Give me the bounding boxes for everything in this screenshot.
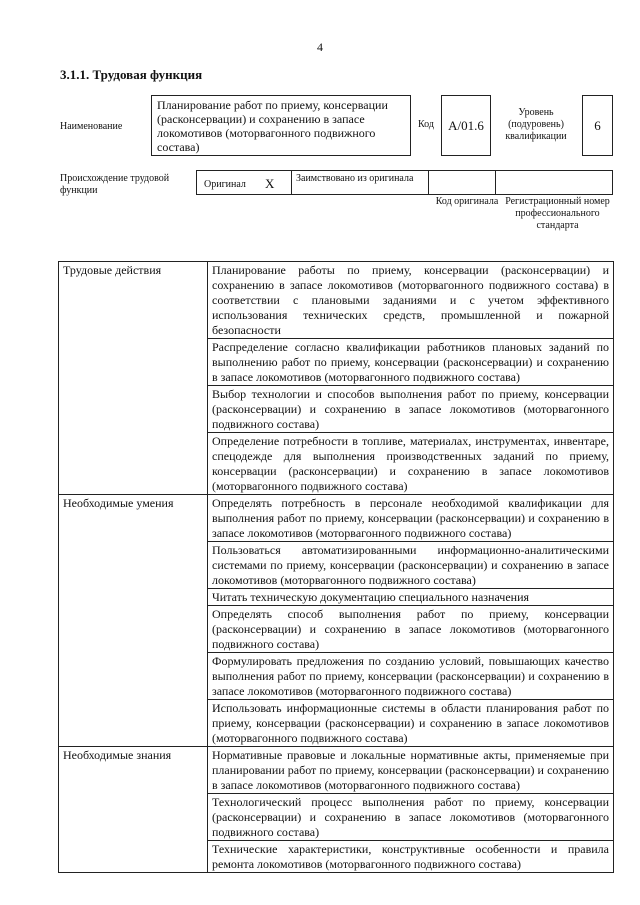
description-cell: Пользоваться автоматизированными информационно-аналитическими системами по приему, консервации (расконсервации) и сохранению в запасе локомотивов (моторвагонного подвижного состава) [208, 542, 614, 589]
table-row [59, 495, 614, 542]
description-cell: Читать техническую документацию специального назначения [208, 589, 614, 606]
original-label: Оригинал [204, 179, 246, 190]
table-row [59, 262, 614, 339]
page-number: 4 [317, 40, 323, 54]
description-cell: Нормативные правовые и локальные нормативные акты, применяемые при планировании работ по приему, консервации (расконсервации) и сохранению в запасе локомотивов (моторвагонного подвижного состава) [208, 747, 614, 794]
function-details-table [58, 261, 614, 873]
level-value-box: 6 [582, 95, 613, 156]
description-cell: Формулировать предложения по созданию условий, повышающих качество выполнения работ по приему, консервации (расконсервации) и сохранению в запасе локомотивов (моторвагонного подвижного состава) [208, 653, 614, 700]
section-title: 3.1.1. Трудовая функция [60, 67, 203, 82]
description-cell: Планирование работы по приему, консервации (расконсервации) и сохранению в запасе локомотивов (моторвагонного подвижного состава) в соответствии с плановыми заданиями и с учетом эффективного использования технических средств, промышленной и пожарной безопасности [208, 262, 614, 339]
original-code-cell [428, 170, 496, 195]
level-label: Уровень (подуровень) квалификации [505, 107, 567, 142]
description-cell: Технологический процесс выполнения работ по приему, консервации (расконсервации) и сохранению в запасе локомотивов (моторвагонного подвижного состава) [208, 794, 614, 841]
description-cell: Технические характеристики, конструктивные особенности и правила ремонта локомотивов (моторвагонного подвижного состава) [208, 841, 614, 873]
name-label: Наименование [60, 121, 123, 132]
origin-label: Происхождение трудовой функции [60, 173, 170, 196]
description-cell: Использовать информационные системы в области планирования работ по приему, консервации (расконсервации) и сохранению в запасе локомотивов (моторвагонного подвижного состава) [208, 700, 614, 747]
description-cell: Распределение согласно квалификации работников плановых заданий по выполнению работ по приему, консервации (расконсервации) и сохранению в запасе локомотивов (моторвагонного подвижного состава) [208, 339, 614, 386]
original-cell [196, 170, 292, 195]
category-cell: Необходимые умения [59, 495, 208, 747]
code-label: Код [418, 119, 434, 130]
category-cell: Необходимые знания [59, 747, 208, 873]
function-name-box: Планирование работ по приему, консервации (расконсервации) и сохранению в запасе локомотивов (моторвагонного подвижного состава) [151, 95, 411, 156]
registration-number-caption: Регистрационный номер профессионального стандарта [505, 196, 610, 231]
original-mark: X [265, 176, 275, 191]
code-value-box: A/01.6 [441, 95, 491, 156]
description-cell: Определять потребность в персонале необходимой квалификации для выполнения работ по приему, консервации (расконсервации) и сохранению в запасе локомотивов (моторвагонного подвижного состава) [208, 495, 614, 542]
description-cell: Определять способ выполнения работ по приему, консервации (расконсервации) и сохранению в запасе локомотивов (моторвагонного подвижного состава) [208, 606, 614, 653]
borrowed-cell: Заимствовано из оригинала [291, 170, 429, 195]
original-code-caption: Код оригинала [435, 196, 499, 207]
description-cell: Определение потребности в топливе, материалах, инструментах, инвентаре, спецодежде для выполнения производственных заданий по приему, консервации (расконсервации) и сохранению в запасе локомотивов (моторвагонного подвижного состава) [208, 433, 614, 495]
category-cell: Трудовые действия [59, 262, 208, 495]
table-row [59, 747, 614, 794]
description-cell: Выбор технологии и способов выполнения работ по приему, консервации (расконсервации) и сохранению в запасе локомотивов (моторвагонного подвижного состава) [208, 386, 614, 433]
origin-row [196, 170, 613, 195]
registration-number-cell [495, 170, 613, 195]
